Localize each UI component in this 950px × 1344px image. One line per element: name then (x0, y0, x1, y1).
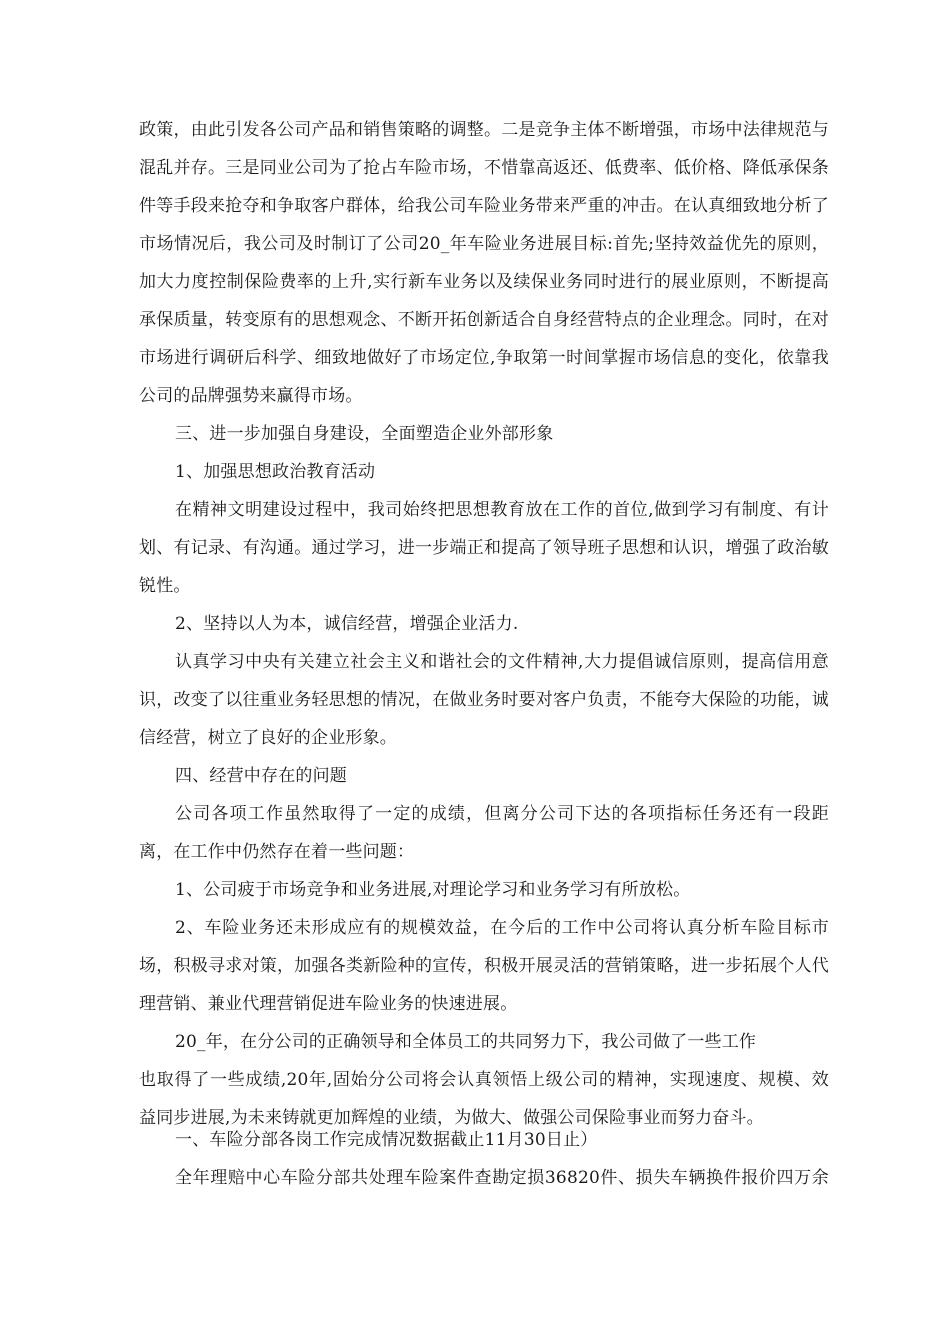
text-line: 市场进行调研后科学、细致地做好了市场定位,争取第一时间掌握市场信息的变化，依靠我 (139, 348, 829, 368)
text-line: 2、车险业务还未形成应有的规模效益，在今后的工作中公司将认真分析车险目标市 (175, 918, 829, 938)
text-line: 信经营，树立了良好的企业形象。 (139, 728, 397, 748)
text-line: 也取得了一些成绩,20年,固始分公司将会认真领悟上级公司的精神，实现速度、规模、效 (139, 1070, 829, 1090)
text-line: 公司的品牌强势来赢得市场。 (139, 386, 363, 406)
subsection-heading: 2、坚持以人为本，诚信经营，增强企业活力. (175, 614, 519, 634)
text-line: 件等手段来抢夺和争取客户群体，给我公司车险业务带来严重的冲击。在认真细致地分析了 (139, 196, 829, 216)
text-line: 1、公司疲于市场竞争和业务进展,对理论学习和业务学习有所放松。 (175, 880, 691, 900)
text-line: 承保质量，转变原有的思想观念、不断开拓创新适合自身经营特点的企业理念。同时，在对 (139, 310, 829, 330)
text-line: 益同步进展,为未来铸就更加辉煌的业绩，为做大、做强公司保险事业而努力奋斗。 (139, 1108, 764, 1128)
text-line: 离，在工作中仍然存在着一些问题： (139, 842, 415, 862)
text-line: 划、有记录、有沟通。通过学习，进一步端正和提高了领导班子思想和认识，增强了政治敏 (139, 538, 829, 558)
text-line: 认真学习中央有关建立社会主义和谐社会的文件精神,大力提倡诚信原则，提高信用意 (175, 652, 829, 672)
text-line: 政策，由此引发各公司产品和销售策略的调整。二是竞争主体不断增强，市场中法律规范与 (139, 120, 829, 140)
text-line: 识，改变了以往重业务轻思想的情况，在做业务时要对客户负责，不能夸大保险的功能，诚 (139, 690, 829, 710)
subsection-heading: 1、加强思想政治教育活动 (175, 462, 376, 482)
text-line: 市场情况后，我公司及时制订了公司20_年车险业务进展目标:首先;坚持效益优先的原则， (139, 234, 829, 254)
text-line: 加大力度控制保险费率的上升,实行新车业务以及续保业务同时进行的展业原则，不断提高 (139, 272, 829, 292)
text-line: 混乱并存。三是同业公司为了抢占车险市场，不惜靠高返还、低费率、低价格、降低承保条 (139, 158, 829, 178)
text-line: 20_年，在分公司的正确领导和全体员工的共同努力下，我公司做了一些工作 (175, 1032, 757, 1052)
text-line: 在精神文明建设过程中，我司始终把思想教育放在工作的首位,做到学习有制度、有计 (175, 500, 829, 520)
section-heading: 四、经营中存在的问题 (175, 766, 347, 786)
text-line: 全年理赔中心车险分部共处理车险案件查勘定损36820件、损失车辆换件报价四万余 (175, 1168, 829, 1188)
text-line: 理营销、兼业代理营销促进车险业务的快速进展。 (139, 994, 518, 1014)
section-heading: 三、进一步加强自身建设，全面塑造企业外部形象 (175, 424, 554, 444)
text-line: 锐性。 (139, 576, 191, 596)
text-line: 场，积极寻求对策，加强各类新险种的宣传，积极开展灵活的营销策略，进一步拓展个人代 (139, 956, 829, 976)
section-heading: 一、车险分部各岗工作完成情况数据截止11月30日止） (175, 1130, 598, 1150)
text-line: 公司各项工作虽然取得了一定的成绩，但离分公司下达的各项指标任务还有一段距 (175, 804, 829, 824)
